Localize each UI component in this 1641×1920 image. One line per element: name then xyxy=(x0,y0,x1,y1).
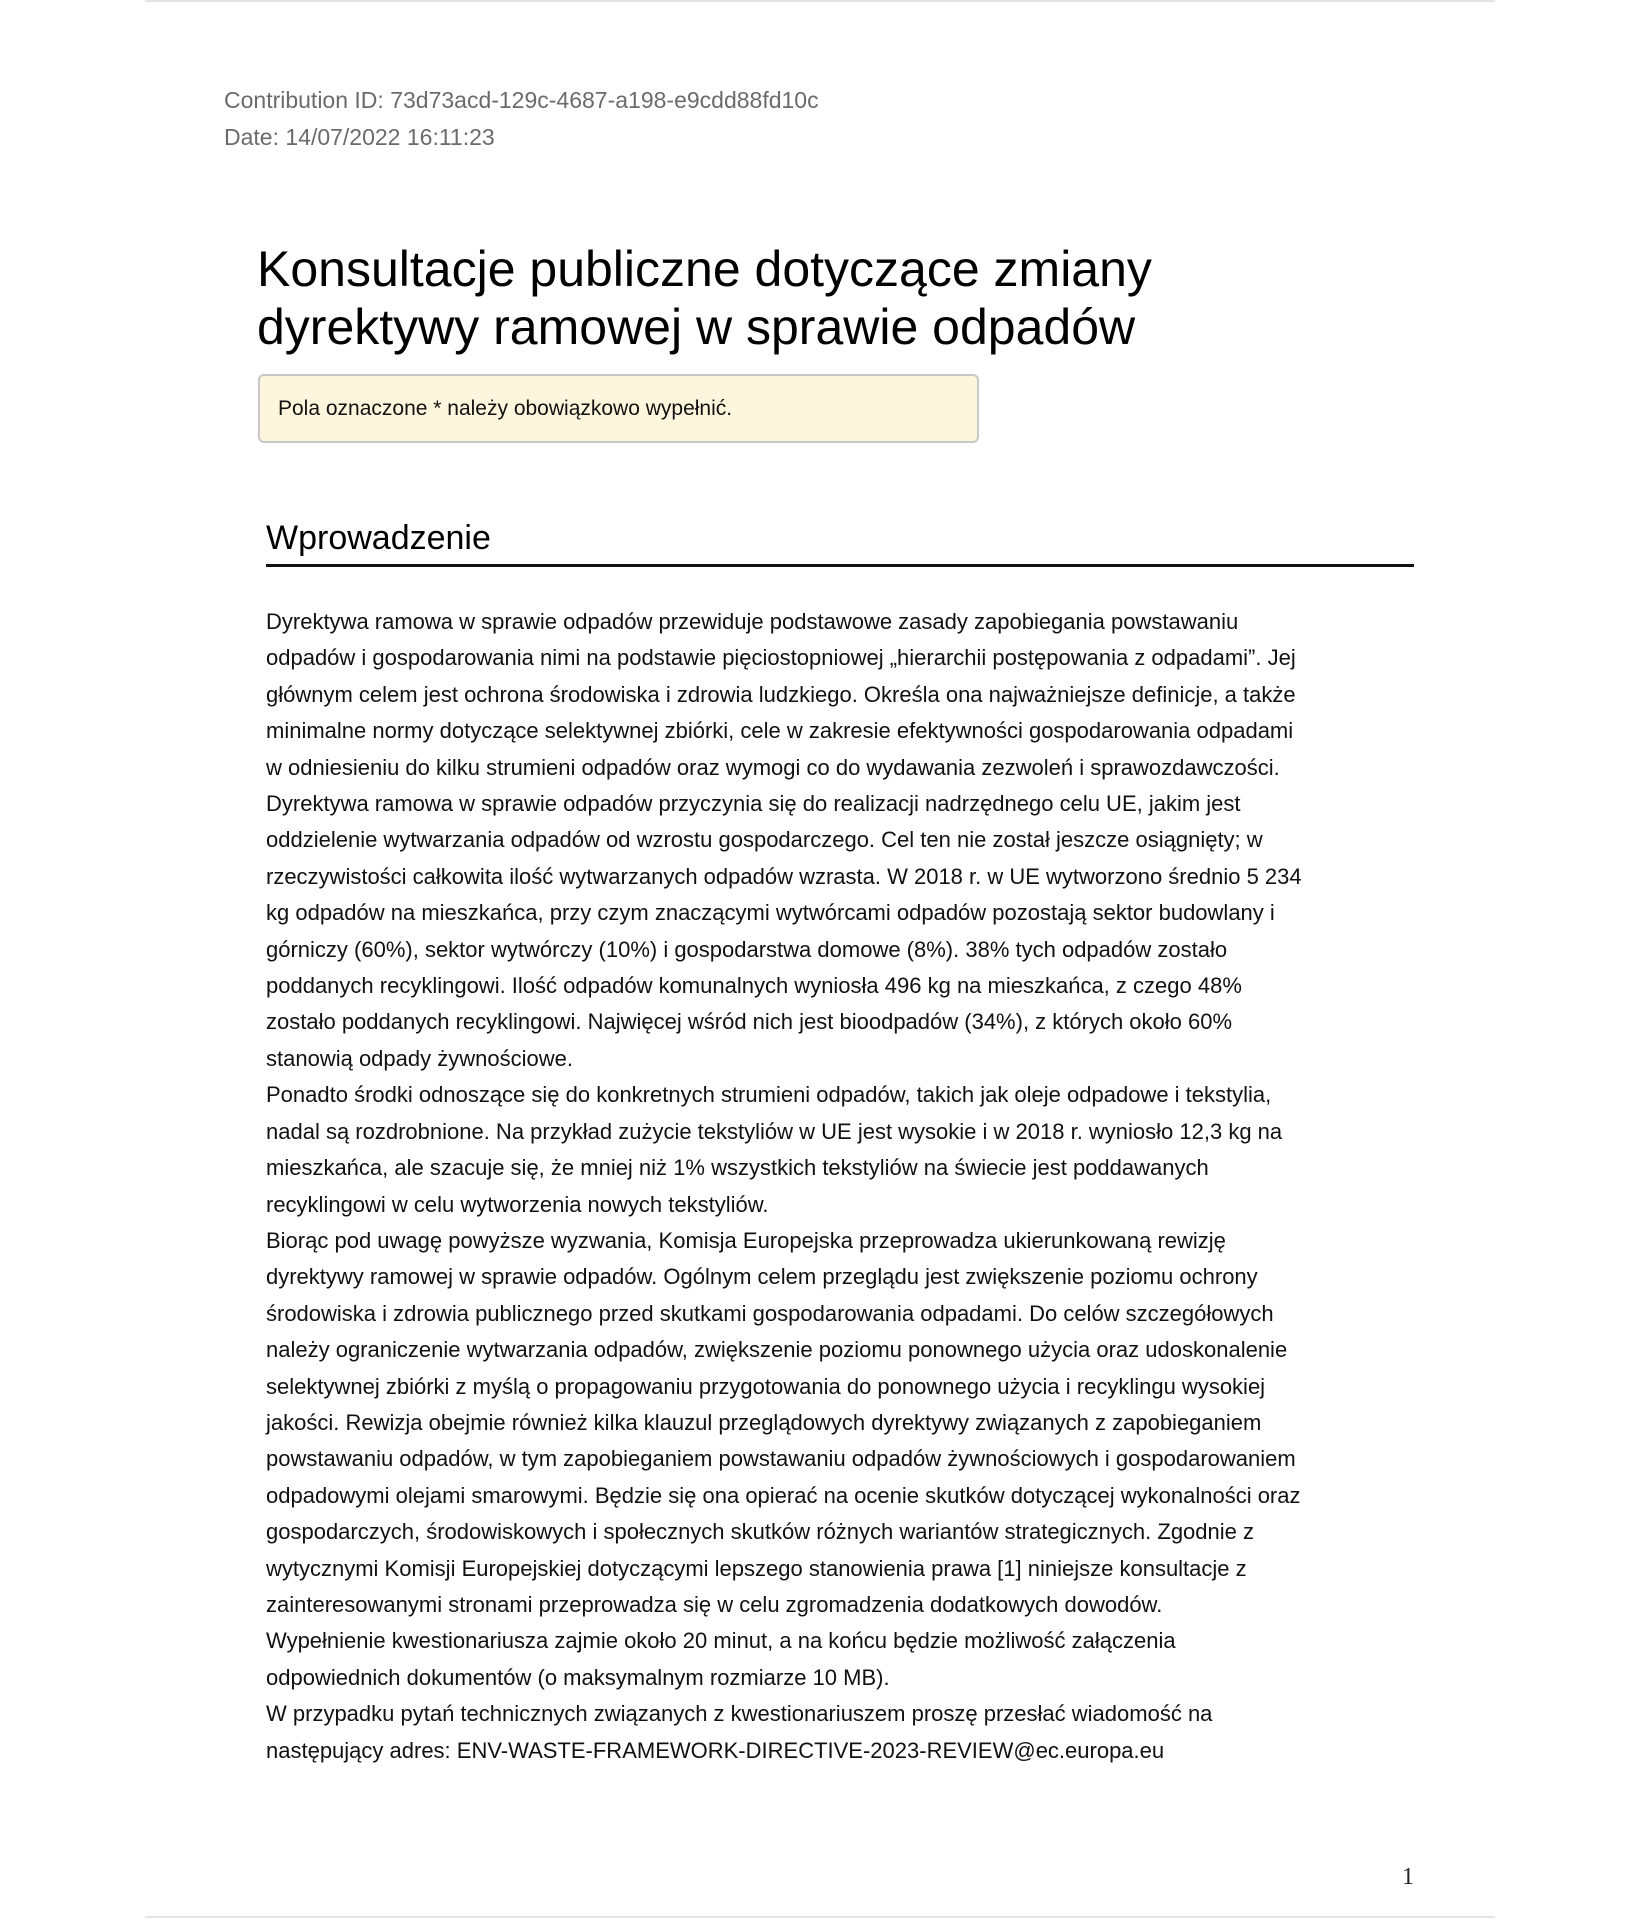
body-text-line: oddzielenie wytwarzania odpadów od wzrostu gospodarczego. Cel ten nie został jeszcze osiągnięty; w xyxy=(266,827,1263,853)
page-edge-bottom xyxy=(145,1916,1495,1918)
body-text-line: minimalne normy dotyczące selektywnej zbiórki, cele w zakresie efektywności gospodarowania odpadami xyxy=(266,718,1294,744)
body-text-line: należy ograniczenie wytwarzania odpadów, zwiększenie poziomu ponownego użycia oraz udoskonalenie xyxy=(266,1337,1288,1363)
body-text-line: środowiska i zdrowia publicznego przed skutkami gospodarowania odpadami. Do celów szczegółowych xyxy=(266,1300,1274,1326)
page-title-line-1: Konsultacje publiczne dotyczące zmiany xyxy=(257,241,1152,297)
body-text-line: zostało poddanych recyklingowi. Najwięcej wśród nich jest bioodpadów (34%), z których około 60% xyxy=(266,1009,1233,1035)
submission-date: Date: 14/07/2022 16:11:23 xyxy=(224,124,495,150)
body-text-line: jakości. Rewizja obejmie również kilka klauzul przeglądowych dyrektywy związanych z zapobieganiem xyxy=(266,1409,1262,1435)
body-text-line: odpadowymi olejami smarowymi. Będzie się ona opierać na ocenie skutków dotyczącej wykonalności oraz xyxy=(266,1482,1301,1508)
required-fields-notice xyxy=(258,374,979,443)
section-heading: Wprowadzenie xyxy=(266,516,1414,567)
body-text-line: poddanych recyklingowi. Ilość odpadów komunalnych wyniosła 496 kg na mieszkańca, z czego 48% xyxy=(266,973,1242,999)
body-text-line: kg odpadów na mieszkańca, przy czym znaczącymi wytwórcami odpadów pozostają sektor budowlany i xyxy=(266,900,1275,926)
body-text-line: mieszkańca, ale szacuje się, że mniej niż 1% wszystkich tekstyliów na świecie jest poddawanych xyxy=(266,1155,1209,1181)
body-text-line: w odniesieniu do kilku strumieni odpadów oraz wymogi co do wydawania zezwoleń i sprawozdawczości. xyxy=(266,754,1280,780)
body-text-line: gospodarczych, środowiskowych i społecznych skutków różnych wariantów strategicznych. Zgodnie z xyxy=(266,1519,1254,1545)
body-text-line: Biorąc pod uwagę powyższe wyzwania, Komisja Europejska przeprowadza ukierunkowaną rewizję xyxy=(266,1227,1226,1253)
page-edge-top xyxy=(145,0,1495,2)
body-text-line: W przypadku pytań technicznych związanych z kwestionariuszem proszę przesłać wiadomość na xyxy=(266,1701,1213,1727)
body-text-line: nadal są rozdrobnione. Na przykład zużycie tekstyliów w UE jest wysokie i w 2018 r. wyniosło 12,3 kg na xyxy=(266,1118,1283,1144)
body-text-line: odpowiednich dokumentów (o maksymalnym rozmiarze 10 MB). xyxy=(266,1664,890,1690)
page-title-line-2: dyrektywy ramowej w sprawie odpadów xyxy=(257,299,1136,355)
introduction-text xyxy=(266,604,1416,1769)
page-title xyxy=(257,240,1397,356)
body-text-line: powstawaniu odpadów, w tym zapobieganiem powstawaniu odpadów żywnościowych i gospodarowaniem xyxy=(266,1446,1296,1472)
body-text-line: Dyrektywa ramowa w sprawie odpadów przewiduje podstawowe zasady zapobiegania powstawaniu xyxy=(266,609,1239,634)
body-text-line: Dyrektywa ramowa w sprawie odpadów przyczynia się do realizacji nadrzędnego celu UE, jakim jest xyxy=(266,791,1241,817)
page-number: 1 xyxy=(1402,1864,1414,1890)
body-text-line: Wypełnienie kwestionariusza zajmie około 20 minut, a na końcu będzie możliwość załączenia xyxy=(266,1628,1176,1654)
body-text-line: odpadów i gospodarowania nimi na podstawie pięciostopniowej „hierarchii postępowania z odpadami”. Jej xyxy=(266,645,1296,671)
body-text-line: stanowią odpady żywnościowe. xyxy=(266,1045,573,1071)
body-text-line: rzeczywistości całkowita ilość wytwarzanych odpadów wzrasta. W 2018 r. w UE wytworzono średnio 5 234 xyxy=(266,863,1302,889)
body-text-line: Ponadto środki odnoszące się do konkretnych strumieni odpadów, takich jak oleje odpadowe i tekstylia, xyxy=(266,1082,1272,1108)
body-text-line: wytycznymi Komisji Europejskiej dotyczącymi lepszego stanowienia prawa [1] niniejsze konsultacje z xyxy=(266,1555,1247,1581)
contribution-id: Contribution ID: 73d73acd-129c-4687-a198-e9cdd88fd10c xyxy=(224,87,819,113)
body-text-line: głównym celem jest ochrona środowiska i zdrowia ludzkiego. Określa ona najważniejsze definicje, a także xyxy=(266,681,1296,707)
body-text-line: selektywnej zbiórki z myślą o propagowaniu przygotowania do ponownego użycia i recyklingu wysokiej xyxy=(266,1373,1266,1399)
body-text-line: górniczy (60%), sektor wytwórczy (10%) i gospodarstwa domowe (8%). 38% tych odpadów zostało xyxy=(266,936,1228,962)
submission-meta xyxy=(224,82,819,156)
required-fields-notice-text: Pola oznaczone * należy obowiązkowo wypełnić. xyxy=(278,396,733,420)
body-text-line[interactable]: następujący adres: ENV-WASTE-FRAMEWORK-DIRECTIVE-2023-REVIEW@ec.europa.eu xyxy=(266,1737,1165,1763)
body-text-line: recyklingowi w celu wytworzenia nowych tekstyliów. xyxy=(266,1191,769,1217)
body-text-line: dyrektywy ramowej w sprawie odpadów. Ogólnym celem przeglądu jest zwiększenie poziomu ochrony xyxy=(266,1264,1258,1290)
body-text-line: zainteresowanymi stronami przeprowadza się w celu zgromadzenia dodatkowych dowodów. xyxy=(266,1591,1163,1617)
